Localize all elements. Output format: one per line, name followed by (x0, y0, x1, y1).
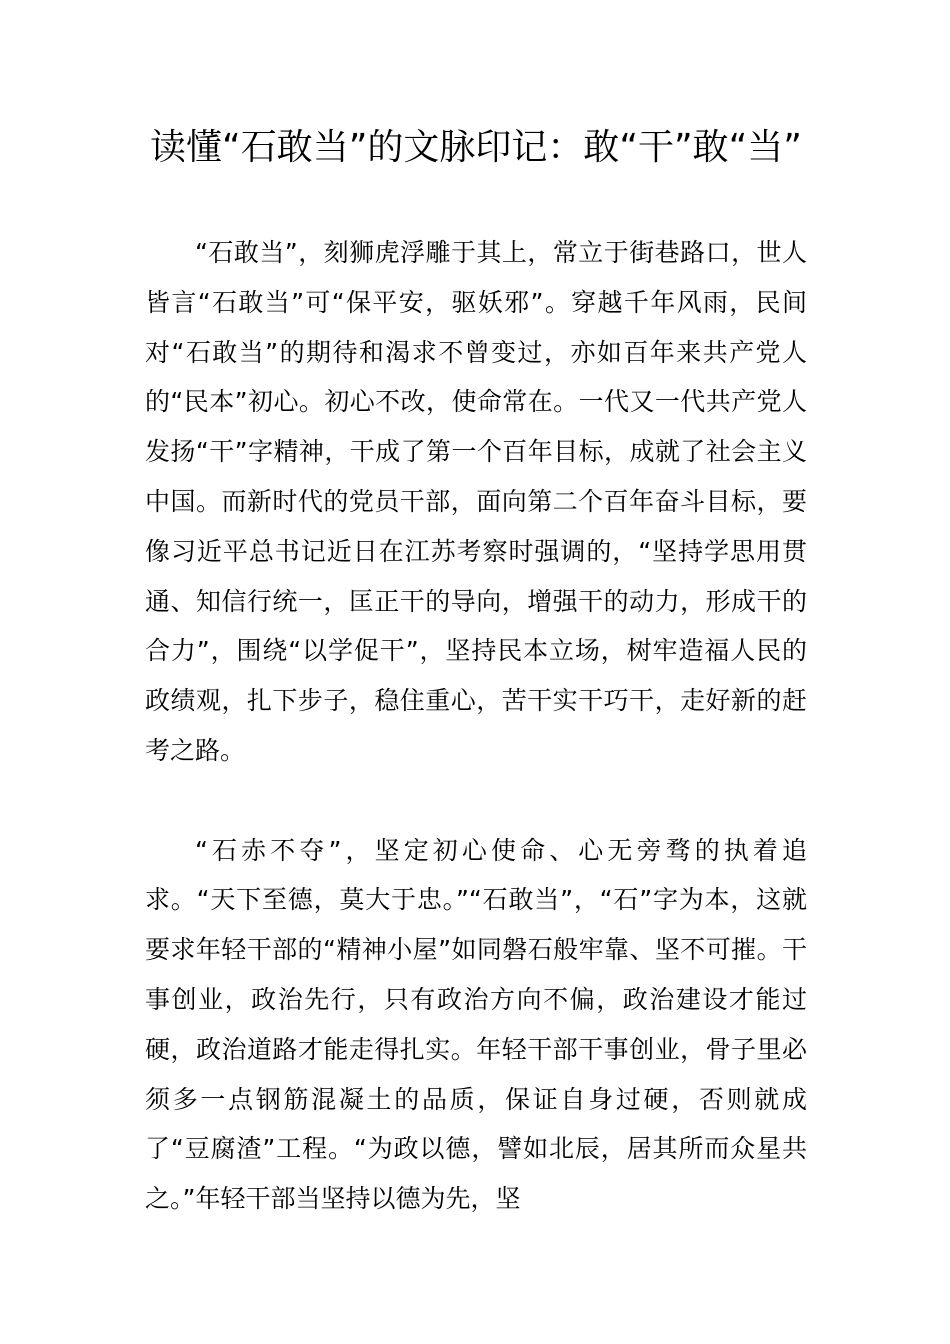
document-body (145, 228, 807, 1224)
paragraph-2: “石赤不夺”，坚定初心使命、心无旁骛的执着追求。“天下至德，莫大于忠。”“石敢当”，“石”字为本，这就要求年轻干部的“精神小屋”如同磐石般牢靠、坚不可摧。干事创业，政治先行，只有政治方向不偏，政治建设才能过硬，政治道路才能走得扎实。年轻干部干事创业，骨子里必须多一点钢筋混凝土的品质，保证自身过硬，否则就成了“豆腐渣”工程。“为政以德，譬如北辰，居其所而众星共之。”年轻干部当坚持以德为先，坚 (145, 835, 807, 1214)
paragraph-1: “石敢当”，刻狮虎浮雕于其上，常立于街巷路口，世人皆言“石敢当”可“保平安，驱妖邪”。穿越千年风雨，民间对“石敢当”的期待和渴求不曾变过，亦如百年来共产党人的“民本”初心。初心不改，使命常在。一代又一代共产党人发扬“干”字精神，干成了第一个百年目标，成就了社会主义中国。而新时代的党员干部，面向第二个百年奋斗目标，要像习近平总书记近日在江苏考察时强调的，“坚持学思用贯通、知信行统一，匡正干的导向，增强干的动力，形成干的合力”，围绕“以学促干”，坚持民本立场，树牢造福人民的政绩观，扎下步子，稳住重心，苦干实干巧干，走好新的赶考之路。 (145, 238, 807, 765)
document-title: 读懂“石敢当”的文脉印记：敢“干”敢“当” (150, 127, 802, 168)
